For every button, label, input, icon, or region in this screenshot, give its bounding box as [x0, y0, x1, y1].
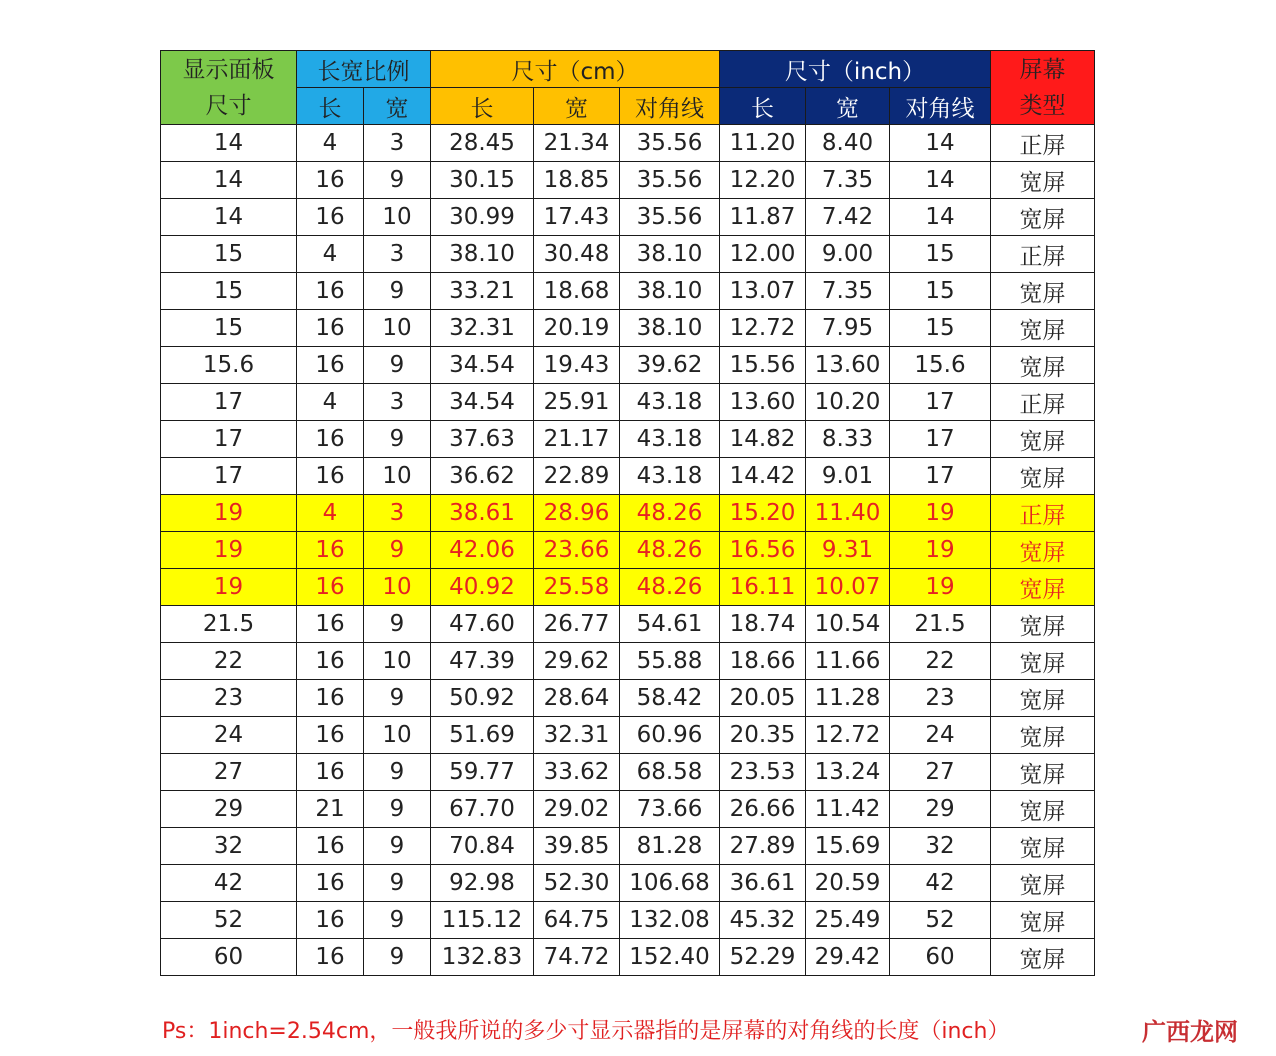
cell-cm-diagonal: 132.08 [620, 902, 720, 939]
cell-inch-wide: 13.60 [806, 347, 890, 384]
cell-cm-diagonal: 48.26 [620, 495, 720, 532]
cell-cm-wide: 20.19 [534, 310, 620, 347]
cell-screen-type: 宽屏 [991, 532, 1095, 569]
cell-inch-wide: 11.66 [806, 643, 890, 680]
table-row [161, 532, 1095, 569]
cell-ratio-long: 16 [297, 606, 364, 643]
cell-cm-diagonal: 55.88 [620, 643, 720, 680]
cell-ratio-wide: 3 [364, 125, 431, 162]
cell-cm-wide: 33.62 [534, 754, 620, 791]
cell-cm-long: 34.54 [431, 384, 534, 421]
cell-cm-long: 47.39 [431, 643, 534, 680]
cell-ratio-wide: 10 [364, 717, 431, 754]
cell-cm-long: 70.84 [431, 828, 534, 865]
cell-inch-long: 16.11 [720, 569, 806, 606]
cell-cm-diagonal: 35.56 [620, 199, 720, 236]
cell-cm-wide: 30.48 [534, 236, 620, 273]
cell-panel-size: 32 [161, 828, 297, 865]
cell-ratio-long: 21 [297, 791, 364, 828]
cell-inch-long: 18.74 [720, 606, 806, 643]
cell-inch-wide: 11.28 [806, 680, 890, 717]
cell-inch-long: 52.29 [720, 939, 806, 976]
header-ratio: 长宽比例 [297, 51, 431, 88]
cell-inch-long: 36.61 [720, 865, 806, 902]
cell-ratio-wide: 10 [364, 569, 431, 606]
table-row [161, 865, 1095, 902]
cell-panel-size: 15 [161, 236, 297, 273]
cell-panel-size: 17 [161, 421, 297, 458]
cell-cm-wide: 25.58 [534, 569, 620, 606]
cell-cm-diagonal: 35.56 [620, 125, 720, 162]
cell-inch-long: 14.82 [720, 421, 806, 458]
cell-cm-diagonal: 35.56 [620, 162, 720, 199]
cell-ratio-wide: 9 [364, 865, 431, 902]
cell-screen-type: 宽屏 [991, 680, 1095, 717]
cell-cm-wide: 28.64 [534, 680, 620, 717]
cell-panel-size: 14 [161, 199, 297, 236]
cell-inch-long: 11.87 [720, 199, 806, 236]
cell-ratio-long: 16 [297, 458, 364, 495]
cell-cm-diagonal: 73.66 [620, 791, 720, 828]
table-row [161, 421, 1095, 458]
cell-inch-long: 18.66 [720, 643, 806, 680]
cell-screen-type: 宽屏 [991, 643, 1095, 680]
cell-cm-diagonal: 48.26 [620, 532, 720, 569]
cell-cm-diagonal: 43.18 [620, 421, 720, 458]
cell-cm-wide: 21.34 [534, 125, 620, 162]
cell-ratio-long: 16 [297, 273, 364, 310]
header-panel-size [161, 51, 297, 125]
cell-inch-long: 27.89 [720, 828, 806, 865]
cell-inch-diagonal: 24 [890, 717, 991, 754]
cell-ratio-wide: 9 [364, 939, 431, 976]
cell-inch-long: 14.42 [720, 458, 806, 495]
cell-cm-long: 67.70 [431, 791, 534, 828]
cell-cm-long: 132.83 [431, 939, 534, 976]
cell-cm-wide: 26.77 [534, 606, 620, 643]
cell-inch-wide: 7.35 [806, 273, 890, 310]
cell-cm-wide: 29.62 [534, 643, 620, 680]
cell-inch-long: 23.53 [720, 754, 806, 791]
cell-cm-wide: 21.17 [534, 421, 620, 458]
cell-inch-diagonal: 27 [890, 754, 991, 791]
cell-inch-wide: 8.40 [806, 125, 890, 162]
cell-inch-diagonal: 14 [890, 125, 991, 162]
cell-cm-long: 92.98 [431, 865, 534, 902]
cell-inch-long: 12.00 [720, 236, 806, 273]
cell-screen-type: 宽屏 [991, 791, 1095, 828]
cell-cm-wide: 25.91 [534, 384, 620, 421]
header-panel-size-line1: 显示面板 [182, 56, 275, 83]
cell-panel-size: 19 [161, 495, 297, 532]
cell-cm-long: 30.15 [431, 162, 534, 199]
cell-inch-diagonal: 15.6 [890, 347, 991, 384]
cell-cm-wide: 64.75 [534, 902, 620, 939]
cell-cm-wide: 19.43 [534, 347, 620, 384]
cell-cm-long: 50.92 [431, 680, 534, 717]
cell-ratio-long: 16 [297, 421, 364, 458]
cell-inch-wide: 7.35 [806, 162, 890, 199]
cell-ratio-wide: 9 [364, 347, 431, 384]
table-row [161, 162, 1095, 199]
header-cm-diagonal: 对角线 [620, 88, 720, 125]
cell-cm-diagonal: 68.58 [620, 754, 720, 791]
cell-ratio-wide: 10 [364, 643, 431, 680]
cell-ratio-wide: 3 [364, 236, 431, 273]
cell-panel-size: 14 [161, 162, 297, 199]
table-row [161, 791, 1095, 828]
cell-inch-wide: 11.40 [806, 495, 890, 532]
cell-panel-size: 24 [161, 717, 297, 754]
cell-inch-wide: 15.69 [806, 828, 890, 865]
cell-inch-long: 11.20 [720, 125, 806, 162]
table-row [161, 939, 1095, 976]
cell-inch-long: 13.07 [720, 273, 806, 310]
cell-inch-diagonal: 14 [890, 162, 991, 199]
cell-ratio-long: 16 [297, 754, 364, 791]
cell-ratio-long: 16 [297, 310, 364, 347]
screen-size-table [160, 50, 1095, 976]
cell-cm-wide: 18.85 [534, 162, 620, 199]
cell-inch-diagonal: 52 [890, 902, 991, 939]
cell-inch-long: 15.56 [720, 347, 806, 384]
cell-ratio-wide: 9 [364, 421, 431, 458]
cell-inch-diagonal: 17 [890, 384, 991, 421]
header-size-cm: 尺寸（cm） [431, 51, 720, 88]
header-cm-wide: 宽 [534, 88, 620, 125]
cell-panel-size: 17 [161, 458, 297, 495]
cell-cm-diagonal: 106.68 [620, 865, 720, 902]
cell-inch-diagonal: 19 [890, 495, 991, 532]
header-screen-type-line1: 屏幕 [1019, 56, 1066, 83]
cell-cm-long: 38.61 [431, 495, 534, 532]
cell-ratio-long: 16 [297, 680, 364, 717]
cell-ratio-long: 16 [297, 347, 364, 384]
cell-cm-wide: 74.72 [534, 939, 620, 976]
cell-inch-diagonal: 60 [890, 939, 991, 976]
cell-screen-type: 宽屏 [991, 754, 1095, 791]
cell-cm-wide: 18.68 [534, 273, 620, 310]
cell-inch-wide: 8.33 [806, 421, 890, 458]
cell-inch-wide: 13.24 [806, 754, 890, 791]
cell-cm-long: 51.69 [431, 717, 534, 754]
cell-panel-size: 27 [161, 754, 297, 791]
cell-ratio-long: 4 [297, 125, 364, 162]
cell-screen-type: 正屏 [991, 125, 1095, 162]
cell-inch-wide: 10.07 [806, 569, 890, 606]
cell-cm-wide: 32.31 [534, 717, 620, 754]
cell-inch-long: 26.66 [720, 791, 806, 828]
cell-cm-wide: 17.43 [534, 199, 620, 236]
cell-screen-type: 宽屏 [991, 310, 1095, 347]
cell-screen-type: 宽屏 [991, 939, 1095, 976]
cell-inch-diagonal: 21.5 [890, 606, 991, 643]
cell-screen-type: 宽屏 [991, 902, 1095, 939]
cell-ratio-wide: 3 [364, 384, 431, 421]
header-inch-wide: 宽 [806, 88, 890, 125]
cell-cm-wide: 22.89 [534, 458, 620, 495]
cell-inch-diagonal: 19 [890, 569, 991, 606]
cell-inch-wide: 10.20 [806, 384, 890, 421]
cell-screen-type: 宽屏 [991, 717, 1095, 754]
cell-ratio-long: 16 [297, 162, 364, 199]
cell-cm-long: 115.12 [431, 902, 534, 939]
table-row [161, 310, 1095, 347]
header-inch-diagonal: 对角线 [890, 88, 991, 125]
cell-inch-diagonal: 17 [890, 421, 991, 458]
cell-cm-diagonal: 38.10 [620, 273, 720, 310]
table-body [161, 125, 1095, 976]
cell-cm-diagonal: 58.42 [620, 680, 720, 717]
cell-panel-size: 42 [161, 865, 297, 902]
header-screen-type-line2: 类型 [1019, 92, 1066, 119]
cell-ratio-long: 4 [297, 384, 364, 421]
cell-inch-diagonal: 29 [890, 791, 991, 828]
cell-cm-diagonal: 43.18 [620, 458, 720, 495]
cell-ratio-wide: 10 [364, 199, 431, 236]
table-row [161, 199, 1095, 236]
cell-inch-diagonal: 42 [890, 865, 991, 902]
header-ratio-long: 长 [297, 88, 364, 125]
cell-cm-diagonal: 38.10 [620, 236, 720, 273]
header-size-inch: 尺寸（inch） [720, 51, 991, 88]
cell-panel-size: 19 [161, 569, 297, 606]
cell-inch-long: 45.32 [720, 902, 806, 939]
cell-ratio-long: 16 [297, 199, 364, 236]
cell-panel-size: 15 [161, 273, 297, 310]
cell-cm-diagonal: 152.40 [620, 939, 720, 976]
table-row [161, 125, 1095, 162]
cell-screen-type: 宽屏 [991, 273, 1095, 310]
header-row-sub [161, 88, 1095, 125]
cell-ratio-wide: 9 [364, 791, 431, 828]
cell-screen-type: 宽屏 [991, 865, 1095, 902]
cell-screen-type: 宽屏 [991, 828, 1095, 865]
table-row [161, 606, 1095, 643]
table-row [161, 347, 1095, 384]
cell-ratio-wide: 9 [364, 680, 431, 717]
cell-cm-long: 36.62 [431, 458, 534, 495]
cell-cm-long: 59.77 [431, 754, 534, 791]
cell-ratio-wide: 9 [364, 162, 431, 199]
table-row [161, 495, 1095, 532]
cell-cm-diagonal: 54.61 [620, 606, 720, 643]
cell-screen-type: 宽屏 [991, 199, 1095, 236]
cell-ratio-wide: 9 [364, 902, 431, 939]
cell-screen-type: 正屏 [991, 384, 1095, 421]
cell-inch-wide: 9.31 [806, 532, 890, 569]
cell-inch-long: 20.35 [720, 717, 806, 754]
cell-ratio-long: 16 [297, 643, 364, 680]
cell-panel-size: 60 [161, 939, 297, 976]
cell-screen-type: 宽屏 [991, 347, 1095, 384]
cell-panel-size: 22 [161, 643, 297, 680]
cell-inch-diagonal: 23 [890, 680, 991, 717]
table-row [161, 236, 1095, 273]
cell-cm-wide: 52.30 [534, 865, 620, 902]
cell-cm-long: 38.10 [431, 236, 534, 273]
cell-cm-diagonal: 81.28 [620, 828, 720, 865]
table-row [161, 828, 1095, 865]
cell-ratio-long: 4 [297, 236, 364, 273]
cell-ratio-long: 16 [297, 569, 364, 606]
cell-cm-diagonal: 43.18 [620, 384, 720, 421]
cell-ratio-wide: 3 [364, 495, 431, 532]
cell-ratio-wide: 9 [364, 828, 431, 865]
table-row [161, 458, 1095, 495]
cell-cm-wide: 23.66 [534, 532, 620, 569]
cell-inch-long: 20.05 [720, 680, 806, 717]
cell-inch-wide: 25.49 [806, 902, 890, 939]
cell-ratio-long: 4 [297, 495, 364, 532]
cell-panel-size: 29 [161, 791, 297, 828]
cell-inch-long: 15.20 [720, 495, 806, 532]
cell-screen-type: 宽屏 [991, 162, 1095, 199]
cell-inch-long: 13.60 [720, 384, 806, 421]
cell-inch-diagonal: 14 [890, 199, 991, 236]
cell-cm-long: 32.31 [431, 310, 534, 347]
header-cm-long: 长 [431, 88, 534, 125]
cell-cm-long: 30.99 [431, 199, 534, 236]
cell-cm-long: 40.92 [431, 569, 534, 606]
cell-panel-size: 23 [161, 680, 297, 717]
header-panel-size-line2: 尺寸 [205, 92, 252, 119]
cell-inch-wide: 7.95 [806, 310, 890, 347]
cell-inch-diagonal: 19 [890, 532, 991, 569]
footnote: Ps：1inch=2.54cm，一般我所说的多少寸显示器指的是屏幕的对角线的长度（inch） [162, 1019, 1010, 1044]
cell-cm-wide: 29.02 [534, 791, 620, 828]
cell-ratio-long: 16 [297, 828, 364, 865]
cell-screen-type: 正屏 [991, 236, 1095, 273]
table-row [161, 902, 1095, 939]
table-row [161, 717, 1095, 754]
header-row-top [161, 51, 1095, 88]
cell-ratio-wide: 10 [364, 458, 431, 495]
cell-cm-diagonal: 39.62 [620, 347, 720, 384]
cell-cm-diagonal: 48.26 [620, 569, 720, 606]
cell-cm-wide: 39.85 [534, 828, 620, 865]
cell-cm-long: 37.63 [431, 421, 534, 458]
cell-inch-diagonal: 17 [890, 458, 991, 495]
cell-ratio-long: 16 [297, 865, 364, 902]
table-row [161, 643, 1095, 680]
header-inch-long: 长 [720, 88, 806, 125]
cell-screen-type: 宽屏 [991, 569, 1095, 606]
watermark-logo: 广西龙网 [1142, 1018, 1238, 1046]
cell-panel-size: 21.5 [161, 606, 297, 643]
cell-inch-diagonal: 15 [890, 236, 991, 273]
cell-ratio-wide: 9 [364, 273, 431, 310]
cell-ratio-wide: 9 [364, 532, 431, 569]
cell-inch-diagonal: 32 [890, 828, 991, 865]
table-row [161, 569, 1095, 606]
cell-inch-diagonal: 22 [890, 643, 991, 680]
table-row [161, 273, 1095, 310]
cell-panel-size: 15.6 [161, 347, 297, 384]
cell-inch-wide: 9.01 [806, 458, 890, 495]
cell-inch-wide: 7.42 [806, 199, 890, 236]
header-ratio-wide: 宽 [364, 88, 431, 125]
cell-inch-long: 12.72 [720, 310, 806, 347]
cell-inch-wide: 10.54 [806, 606, 890, 643]
cell-screen-type: 宽屏 [991, 421, 1095, 458]
cell-inch-wide: 9.00 [806, 236, 890, 273]
cell-inch-wide: 12.72 [806, 717, 890, 754]
cell-ratio-wide: 9 [364, 606, 431, 643]
cell-inch-wide: 11.42 [806, 791, 890, 828]
cell-panel-size: 17 [161, 384, 297, 421]
cell-cm-long: 47.60 [431, 606, 534, 643]
cell-cm-long: 42.06 [431, 532, 534, 569]
header-screen-type [991, 51, 1095, 125]
cell-inch-long: 12.20 [720, 162, 806, 199]
cell-ratio-long: 16 [297, 717, 364, 754]
cell-inch-wide: 20.59 [806, 865, 890, 902]
cell-panel-size: 19 [161, 532, 297, 569]
cell-cm-wide: 28.96 [534, 495, 620, 532]
cell-cm-diagonal: 38.10 [620, 310, 720, 347]
table-row [161, 754, 1095, 791]
cell-panel-size: 15 [161, 310, 297, 347]
cell-cm-diagonal: 60.96 [620, 717, 720, 754]
cell-ratio-long: 16 [297, 939, 364, 976]
cell-panel-size: 52 [161, 902, 297, 939]
cell-ratio-wide: 9 [364, 754, 431, 791]
cell-cm-long: 28.45 [431, 125, 534, 162]
cell-inch-long: 16.56 [720, 532, 806, 569]
cell-screen-type: 宽屏 [991, 458, 1095, 495]
cell-screen-type: 正屏 [991, 495, 1095, 532]
cell-inch-diagonal: 15 [890, 273, 991, 310]
cell-cm-long: 34.54 [431, 347, 534, 384]
table-row [161, 680, 1095, 717]
cell-inch-diagonal: 15 [890, 310, 991, 347]
table-row [161, 384, 1095, 421]
cell-panel-size: 14 [161, 125, 297, 162]
cell-inch-wide: 29.42 [806, 939, 890, 976]
cell-screen-type: 宽屏 [991, 606, 1095, 643]
cell-ratio-long: 16 [297, 532, 364, 569]
cell-cm-long: 33.21 [431, 273, 534, 310]
cell-ratio-wide: 10 [364, 310, 431, 347]
cell-ratio-long: 16 [297, 902, 364, 939]
